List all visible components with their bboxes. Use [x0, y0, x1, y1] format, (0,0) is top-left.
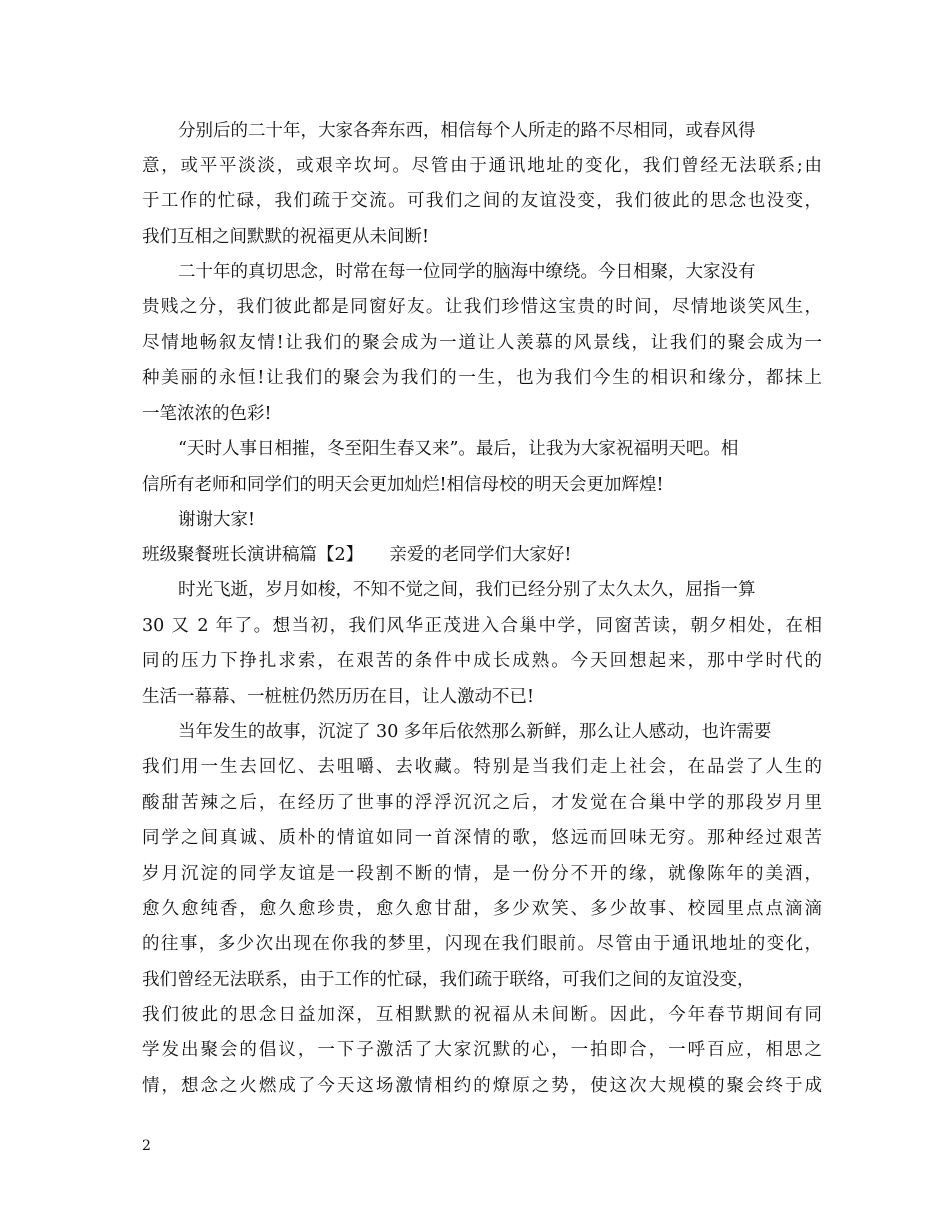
text-line: 意，或平平淡淡，或艰辛坎坷。尽管由于通讯地址的变化，我们曾经无法联系;由 [142, 156, 822, 176]
text-line: 二十年的真切思念，时常在每一位同学的脑海中缭绕。今日相聚，大家没有 [178, 262, 756, 282]
text-line: 尽情地畅叙友情!让我们的聚会成为一道让人羡慕的风景线，让我们的聚会成为一 [142, 333, 822, 353]
text-line: 分别后的二十年，大家各奔东西，相信每个人所走的路不尽相同，或春风得 [178, 121, 756, 141]
page-number: 2 [142, 1138, 151, 1154]
text-line: 贵贱之分，我们彼此都是同窗好友。让我们珍惜这宝贵的时间，尽情地谈笑风生， [142, 297, 822, 317]
text-line: 当年发生的故事，沉淀了 30 多年后依然那么新鲜，那么让人感动，也许需要 [178, 722, 772, 742]
text-line: 一笔浓浓的色彩! [142, 404, 272, 424]
text-line: 我们用一生去回忆、去咀嚼、去收藏。特别是当我们走上社会，在品尝了人生的 [142, 757, 822, 777]
text-line: 愈久愈纯香，愈久愈珍贵，愈久愈甘甜，多少欢笑、多少故事、校园里点点滴滴 [142, 899, 822, 919]
text-line: 我们彼此的思念日益加深，互相默默的祝福从未间断。因此，今年春节期间有同 [142, 1005, 822, 1025]
text-line: 情，想念之火燃成了今天这场激情相约的燎原之势，使这次大规模的聚会终于成 [142, 1076, 822, 1096]
text-line: 学发出聚会的倡议，一下子激活了大家沉默的心，一拍即合，一呼百应，相思之 [142, 1040, 822, 1060]
text-line: “天时人事日相摧，冬至阳生春又来”。最后，让我为大家祝福明天吧。相 [178, 439, 739, 459]
text-line: 岁月沉淀的同学友谊是一段割不断的情，是一份分不开的缘，就像陈年的美酒， [142, 864, 822, 884]
section-heading: 班级聚餐班长演讲稿篇【2】 亲爱的老同学们大家好! [142, 545, 572, 565]
text-line: 我们曾经无法联系，由于工作的忙碌，我们疏于联络，可我们之间的友谊没变， [142, 970, 755, 990]
text-line: 谢谢大家! [178, 510, 256, 530]
text-line: 同的压力下挣扎求索，在艰苦的条件中成长成熟。今天回想起来，那中学时代的 [142, 651, 822, 671]
text-line: 同学之间真诚、质朴的情谊如同一首深情的歌，悠远而回味无穷。那种经过艰苦 [142, 828, 822, 848]
text-line: 于工作的忙碌，我们疏于交流。可我们之间的友谊没变，我们彼此的思念也没变， [142, 191, 822, 211]
text-line: 生活一幕幕、一桩桩仍然历历在目，让人激动不已! [142, 687, 535, 707]
text-line: 种美丽的永恒!让我们的聚会为我们的一生，也为我们今生的相识和缘分，都抹上 [142, 368, 822, 388]
text-line: 我们互相之间默默的祝福更从未间断! [142, 227, 430, 247]
text-line: 时光飞逝，岁月如梭，不知不觉之间，我们已经分别了太久太久，屈指一算 [178, 580, 756, 600]
text-line: 的往事，多少次出现在你我的梦里，闪现在我们眼前。尽管由于通讯地址的变化， [142, 934, 822, 954]
text-line: 酸甜苦辣之后，在经历了世事的浮浮沉沉之后，才发觉在合巢中学的那段岁月里 [142, 793, 822, 813]
text-line: 信所有老师和同学们的明天会更加灿烂!相信母校的明天会更加辉煌! [142, 475, 664, 495]
text-line: 30 又 2 年了。想当初，我们风华正茂进入合巢中学，同窗苦读，朝夕相处，在相 [142, 616, 822, 636]
